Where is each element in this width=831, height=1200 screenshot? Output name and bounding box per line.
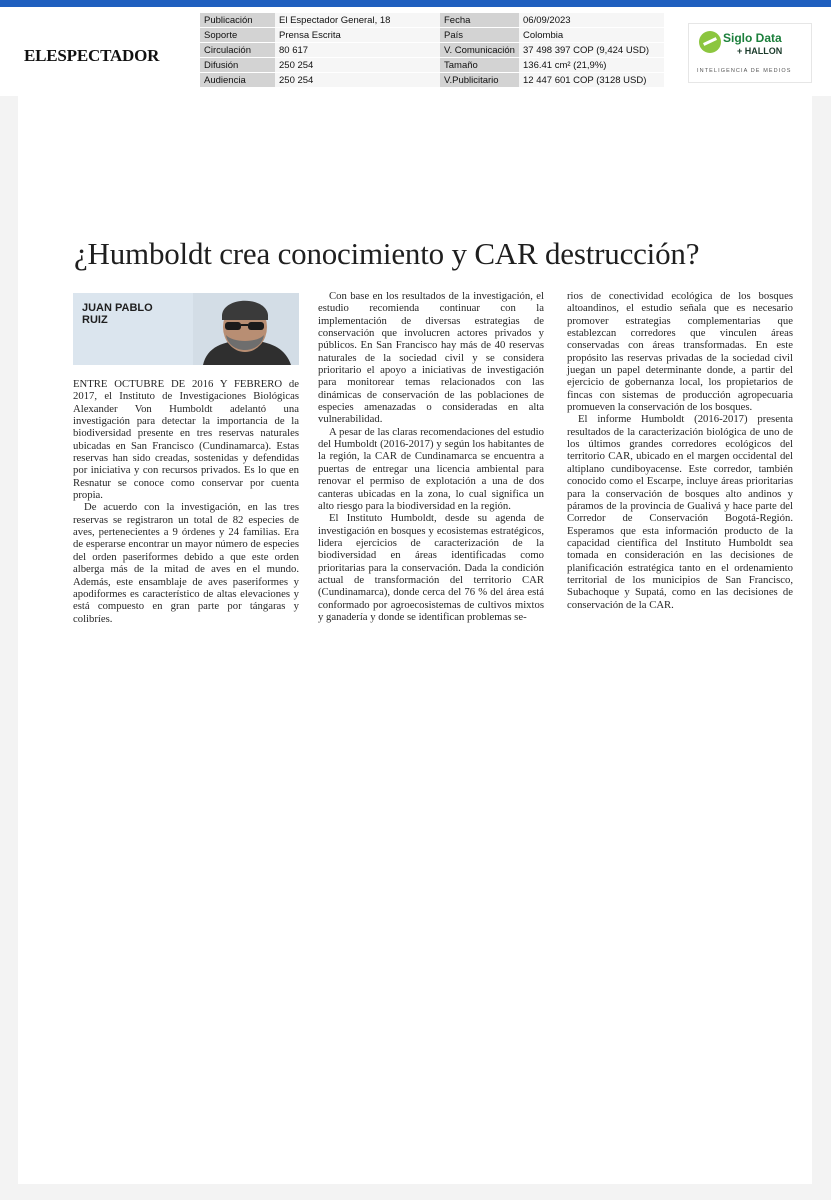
bottom-margin [0, 1184, 831, 1200]
meta-value: 37 498 397 COP (9,424 USD) [519, 43, 664, 58]
article-paragraph: ENTRE OCTUBRE DE 2016 Y FEBRERO de 2017, el Instituto de Investigaciones Biológicas Alexander Von Humboldt adelantó una investigación para detectar la importancia de la biodiversidad presente en tres reservas naturales ubicadas en San Francisco (Cundinamarca). Estas reservas han sido creadas, sostenidas y defendidas por iniciativa y con recursos privados. Es lo que en Resnatur se conoce como conservar por cuenta propia. [73, 378, 299, 502]
meta-label: V. Comunicación [440, 43, 519, 58]
meta-label: País [440, 28, 519, 43]
meta-label: Difusión [200, 58, 275, 73]
meta-label: Soporte [200, 28, 275, 43]
article-paragraph: A pesar de las claras recomendaciones del estudio del Humboldt (2016-2017) y según los habitantes de la región, la CAR de Cundinamarca se encuentra a puertas de entregar una licencia ambiental para renovar el permiso de explotación a una de dos canteras ubicadas en la zona, lo cual significa un alto riesgo para la biodiversidad en la región. [318, 425, 544, 512]
meta-value: 250 254 [275, 58, 445, 73]
author-name: JUAN PABLO RUIZ [82, 302, 153, 326]
meta-value: 12 447 601 COP (3128 USD) [519, 73, 664, 88]
meta-value: 250 254 [275, 73, 445, 88]
meta-label: Tamaño [440, 58, 519, 73]
meta-row [200, 28, 445, 43]
meta-value: El Espectador General, 18 [275, 13, 445, 28]
meta-label: Audiencia [200, 73, 275, 88]
meta-row [200, 43, 445, 58]
article-column-3 [567, 290, 793, 611]
meta-label: Circulación [200, 43, 275, 58]
article-paragraph: De acuerdo con la investigación, en las tres reservas se registraron un total de 82 especies de aves, pertenecientes a 9 órdenes y 24 familias. Era de esperarse encontrar un mayor número de especies del orden paseriformes debido a que este orden alberga más de la mitad de aves en el mundo. Además, este ensamblaje de aves paseriformes y apodiformes es característico de altas elevaciones y está compuesto en gran parte por tángaras y colibríes. [73, 501, 299, 625]
meta-label: V.Publicitario [440, 73, 519, 88]
valuation-meta-table [440, 12, 664, 87]
author-byline [73, 293, 299, 365]
publication-meta-table [200, 12, 445, 87]
article-paragraph: Con base en los resultados de la investigación, el estudio recomienda continuar con la implementación de diversas estrategias de conservación que involucren actores privados y públicos. En San Francisco hay más de 40 reservas naturales de la sociedad civil y se considera prioritario el apoyo a iniciativas de investigación para monitorear temas relacionados con las dinámicas de conservación de las poblaciones de especies amenazadas o consideradas en alta vulnerabilidad. [318, 290, 544, 426]
siglo-data-hallon-logo [688, 23, 812, 83]
meta-row [440, 28, 664, 43]
meta-row [200, 58, 445, 73]
article-headline: ¿Humboldt crea conocimiento y CAR destrucción? [74, 236, 700, 271]
article-column-1 [73, 378, 299, 625]
meta-label: Publicación [200, 13, 275, 28]
newspaper-logo: ELESPECTADOR [24, 46, 160, 65]
article-paragraph: rios de conectividad ecológica de los bosques altoandinos, el estudio señala que es necesario promover estrategias complementarias que establezcan corredores que vinculen áreas conservadas con áreas transformadas. En este propósito las reservas privadas de la sociedad civil juegan un papel determinante donde, a partir del ejercicio de gobernanza local, los propietarios de fincas con sistemas de producción agropecuaria promueven la conservación de los bosques. [567, 290, 793, 414]
meta-row [440, 13, 664, 28]
brand-partner: + HALLON [737, 46, 783, 56]
meta-row [440, 43, 664, 58]
meta-row [440, 73, 664, 88]
meta-value: 80 617 [275, 43, 445, 58]
top-accent-bar [0, 0, 831, 7]
meta-row [440, 58, 664, 73]
article-paragraph: El informe Humboldt (2016-2017) presenta resultados de la caracterización biológica de uno de los últimos grandes corredores ecológicos del territorio CAR, ubicado en el margen occidental del altiplano cundiboyacense. Este corredor, también conocido como el Escarpe, incluye áreas prioritarias para la conservación de bosques alto andinos y páramos de la provincia de Gualivá y hace parte del Corredor de Conservación Bogotá-Región. Esperamos que esta información producto de la capacidad científica del Instituto Humboldt sea tomada en consideración en las decisiones de planificación estratégica tanto en el ordenamiento territorial de los municipios de San Francisco, Subachoque y Supatá, como en las decisiones de conservación de la CAR. [567, 413, 793, 611]
siglo-data-mark-icon [699, 31, 721, 53]
brand-name: Siglo Data [723, 31, 782, 45]
meta-row [200, 73, 445, 88]
article-column-2 [318, 290, 544, 623]
author-photo [193, 293, 299, 365]
article-paragraph: El Instituto Humboldt, desde su agenda de investigación en bosques y ecosistemas estratégicos, lidera ejercicios de caracterización de la biodiversidad en áreas identificadas como prioritarias para la conservación. Dada la condición actual de transformación del territorio CAR (Cundinamarca), donde cerca del 76 % del área está conformado por agroecosistemas de cultivos mixtos y ganadería y donde se identifican problemas se- [318, 512, 544, 623]
meta-row [200, 13, 445, 28]
meta-value: 06/09/2023 [519, 13, 664, 28]
meta-value: Colombia [519, 28, 664, 43]
clipping-header [0, 7, 831, 96]
meta-label: Fecha [440, 13, 519, 28]
brand-tagline: INTELIGENCIA DE MEDIOS [697, 68, 792, 74]
meta-value: 136.41 cm² (21,9%) [519, 58, 664, 73]
meta-value: Prensa Escrita [275, 28, 445, 43]
